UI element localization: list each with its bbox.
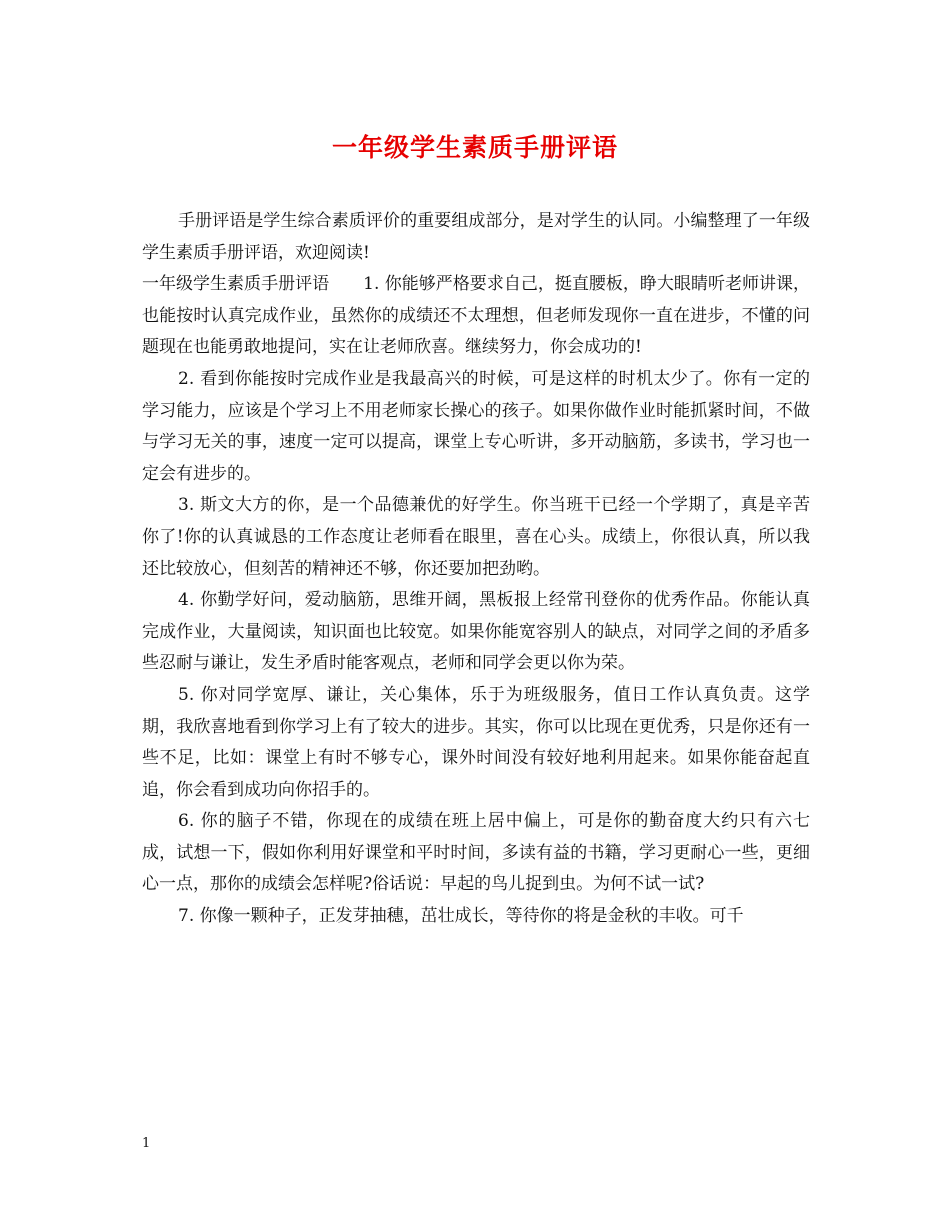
paragraph-comment-5: 5. 你对同学宽厚、谦让，关心集体，乐于为班级服务，值日工作认真负责。这学期，我欣喜地看到你学习上有了较大的进步。其实，你可以比现在更优秀，只是你还有一些不足，比如：课堂上有时不够专心，课外时间没有较好地利用起来。如果你能奋起直追，你会看到成功向你招手的。 [142,684,810,800]
paragraph-comment-6: 6. 你的脑子不错，你现在的成绩在班上居中偏上，可是你的勤奋度大约只有六七成，试想一下，假如你利用好课堂和平时时间，多读有益的书籍，学习更耐心一些，更细心一点，那你的成绩会怎样呢?俗话说：早起的鸟儿捉到虫。为何不试一试? [142,811,810,895]
paragraph-comment-4: 4. 你勤学好问，爱动脑筋，思维开阔，黑板报上经常刊登你的优秀作品。你能认真完成作业，大量阅读，知识面也比较宽。如果你能宽容别人的缺点，对同学之间的矛盾多些忍耐与谦让，发生矛盾时能客观点，老师和同学会更以你为荣。 [142,590,810,674]
paragraph-comment-2: 2. 看到你能按时完成作业是我最高兴的时候，可是这样的时机太少了。你有一定的学习能力，应该是个学习上不用老师家长操心的孩子。如果你做作业时能抓紧时间，不做与学习无关的事，速度一定可以提高，课堂上专心听讲，多开动脑筋，多读书，学习也一定会有进步的。 [142,368,810,484]
document-title: 一年级学生素质手册评语 [331,133,618,162]
paragraph-intro: 手册评语是学生综合素质评价的重要组成部分，是对学生的认同。小编整理了一年级学生素质手册评语，欢迎阅读! [142,211,810,263]
paragraph-comment-7: 7. 你像一颗种子，正发芽抽穗，茁壮成长，等待你的将是金秋的丰收。可千 [178,906,744,927]
page-number: 1 [142,1136,151,1151]
document-body [142,206,810,933]
paragraph-comment-3: 3. 斯文大方的你，是一个品德兼优的好学生。你当班干已经一个学期了，真是辛苦你了!你的认真诚恳的工作态度让老师看在眼里，喜在心头。成绩上，你很认真，所以我还比较放心，但刻苦的精神还不够，你还要加把劲哟。 [142,495,810,579]
paragraph-comment-1: 一年级学生素质手册评语 1. 你能够严格要求自己，挺直腰板，睁大眼睛听老师讲课，也能按时认真完成作业，虽然你的成绩还不太理想，但老师发现你一直在进步，不懂的问题现在也能勇敢地提问，实在让老师欣喜。继续努力，你会成功的! [142,274,810,358]
